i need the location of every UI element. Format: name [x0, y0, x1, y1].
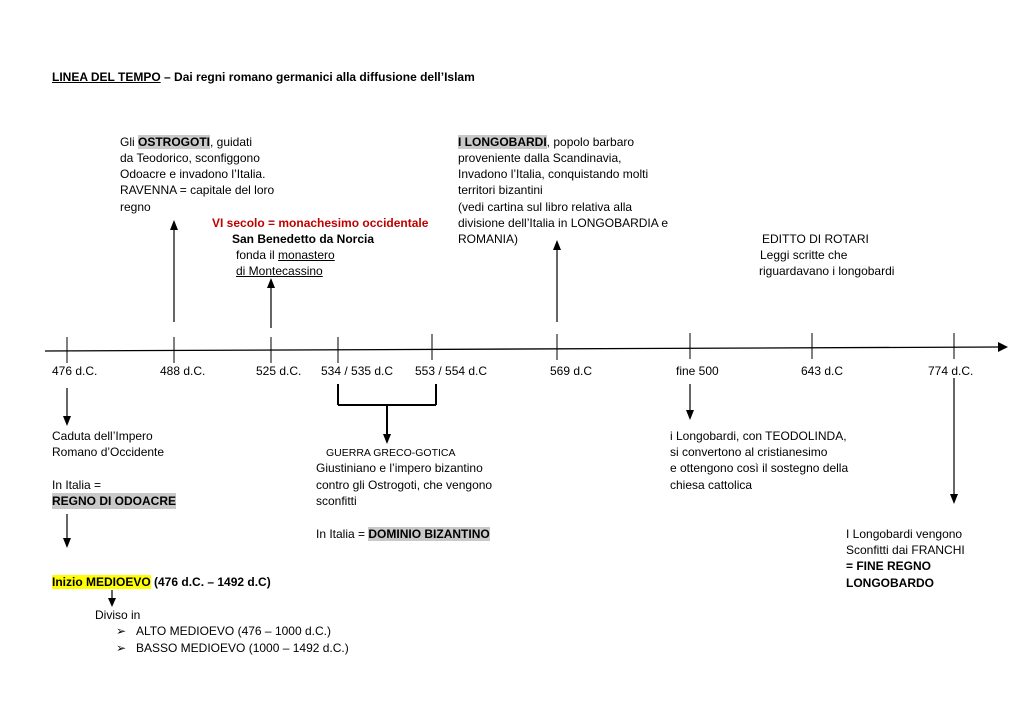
date-569: 569 d.C	[550, 364, 593, 378]
ostrogoti-line-2: da Teodorico, sconfiggono	[120, 151, 260, 165]
date-488: 488 d.C.	[160, 364, 206, 378]
caduta-line-3: In Italia =	[52, 478, 102, 492]
arrow-bullet-icon: ➢	[116, 641, 127, 655]
fine-regno-line-1: I Longobardi vengono	[846, 527, 963, 541]
longobardi-l1: , popolo barbaro	[546, 135, 635, 149]
date-525: 525 d.C.	[256, 364, 302, 378]
ostrogoti-l1: , guidati	[210, 135, 253, 149]
guerra-line-3: contro gli Ostrogoti, che vengono	[316, 478, 493, 492]
rotari-line-2: Leggi scritte che	[760, 248, 848, 262]
longobardi-line-5: (vedi cartina sul libro relativa alla	[458, 200, 633, 214]
teodolinda-line-1: i Longobardi, con TEODOLINDA,	[670, 429, 847, 443]
guerra-line-2: Giustiniano e l’impero bizantino	[316, 461, 483, 475]
title-sub: – Dai regni romano germanici alla diffusione dell’Islam	[160, 70, 475, 84]
guerra-line-4: sconfitti	[316, 494, 357, 508]
fine-regno-line-3: = FINE REGNO	[846, 559, 932, 573]
rotari-line-3: riguardavano i longobardi	[759, 264, 895, 278]
guerra-l5-pre: In Italia =	[316, 527, 369, 541]
longobardi-line-3: Invadono l’Italia, conquistando molti	[458, 167, 649, 181]
monachesimo-l1-pre: fonda il	[236, 248, 279, 262]
longobardi-name: I LONGOBARDI	[458, 135, 547, 149]
teodolinda-line-3: e ottengono così il sostegno della	[670, 461, 849, 475]
arrow-bullet-icon: ➢	[116, 624, 127, 638]
timeline-arrowhead	[998, 342, 1008, 352]
guerra-heading: GUERRA GRECO-GOTICA	[326, 447, 456, 459]
guerra-arrowhead	[383, 434, 391, 444]
ostrogoti-line-5: regno	[120, 200, 151, 214]
longobardi-line-4: territori bizantini	[458, 183, 543, 197]
ostrogoti-name: OSTROGOTI	[138, 135, 210, 149]
date-553: 553 / 554 d.C	[415, 364, 488, 378]
title-main: LINEA DEL TEMPO	[52, 70, 161, 84]
medioevo-range: (476 d.C. – 1492 d.C)	[150, 575, 271, 589]
longobardi-line-7: ROMANIA)	[458, 232, 518, 246]
caduta-line-1: Caduta dell’Impero	[52, 429, 153, 443]
date-534: 534 / 535 d.C	[321, 364, 394, 378]
dominio-bizantino: DOMINIO BIZANTINO	[368, 527, 490, 541]
date-643: 643 d.C	[801, 364, 844, 378]
teodolinda-line-2: si convertono al cristianesimo	[670, 445, 828, 459]
monachesimo-link-monastero: monastero	[278, 248, 335, 262]
ostrogoti-pre: Gli	[120, 135, 138, 149]
basso-medioevo: BASSO MEDIOEVO (1000 – 1492 d.C.)	[136, 641, 349, 655]
list-item-basso-medioevo	[116, 640, 349, 656]
regno-odoacre: REGNO DI ODOACRE	[52, 494, 177, 508]
monachesimo-link-montecassino: di Montecassino	[236, 264, 323, 278]
teodolinda-line-4: chiesa cattolica	[670, 478, 753, 492]
fine-regno-line-4: LONGOBARDO	[846, 576, 934, 590]
date-fine500: fine 500	[676, 364, 719, 378]
ostrogoti-line-4: RAVENNA = capitale del loro	[120, 183, 275, 197]
alto-medioevo: ALTO MEDIOEVO (476 – 1000 d.C.)	[136, 624, 331, 638]
date-774: 774 d.C.	[928, 364, 974, 378]
timeline-axis	[45, 347, 1000, 351]
guerra-bracket	[338, 384, 436, 436]
list-item-alto-medioevo	[116, 623, 331, 639]
caduta-line-2: Romano d’Occidente	[52, 445, 165, 459]
date-476: 476 d.C.	[52, 364, 98, 378]
ostrogoti-line-3: Odoacre e invadono l’Italia.	[120, 167, 266, 181]
guerra-line-5	[316, 526, 490, 542]
longobardi-line-6: divisione dell’Italia in LONGOBARDIA e	[458, 216, 669, 230]
diviso-in: Diviso in	[95, 608, 141, 622]
fine-regno-line-2: Sconfitti dai FRANCHI	[846, 543, 965, 557]
inizio-medioevo: Inizio MEDIOEVO	[52, 575, 151, 589]
rotari-line-1: EDITTO DI ROTARI	[762, 232, 869, 246]
monachesimo-heading: VI secolo = monachesimo occidentale	[212, 216, 429, 230]
longobardi-line-2: proveniente dalla Scandinavia,	[458, 151, 622, 165]
medioevo-heading	[52, 574, 271, 590]
benedetto-name: San Benedetto da Norcia	[232, 232, 375, 246]
